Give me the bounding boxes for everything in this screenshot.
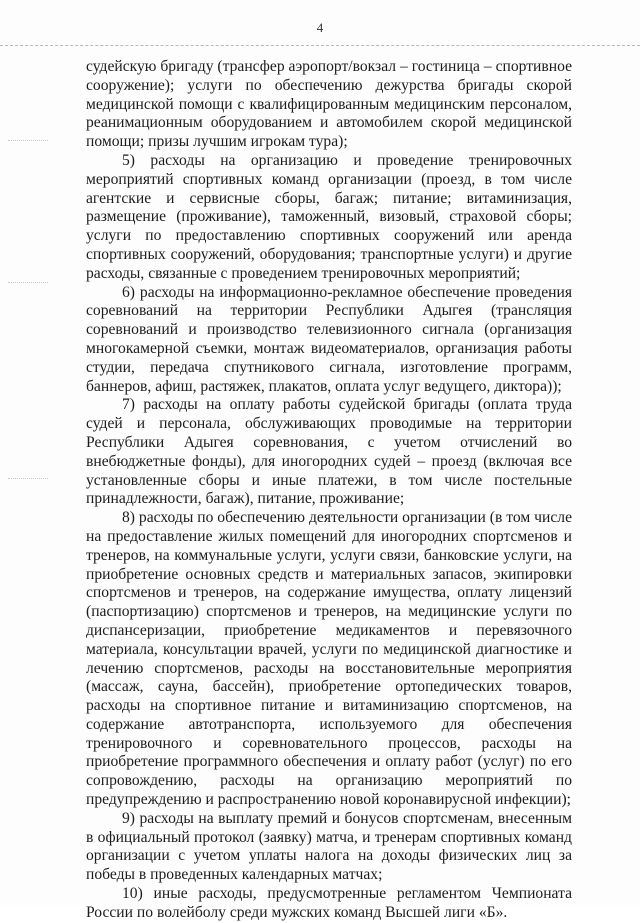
scan-margin-mark (8, 478, 48, 479)
paragraph-item-10: 10) иные расходы, предусмотренные регламентом Чемпионата России по волейболу среди мужских команд Высшей лиги «Б». (86, 885, 572, 921)
paragraph-continuation: судейскую бригаду (трансфер аэропорт/вокзал – гостиница – спортивное сооружение); услуги по обеспечению дежурства бригады скорой медицинской помощи с квалифицированным медицинским персоналом, реанимационным оборудованием и автомобилем скорой медицинской помощи; призы лучшим игрокам тура); (86, 58, 572, 151)
paragraph-item-5: 5) расходы на организацию и проведение тренировочных мероприятий спортивных команд организации (проезд, в том числе агентские и сервисные сборы, багаж; питание; витаминизация, размещение (проживание), таможенный, визовый, страховой сборы; услуги по предоставлению спортивных сооружений или аренда спортивных сооружений, оборудования; транспортные услуги) и другие расходы, связанные с проведением тренировочных мероприятий; (86, 151, 572, 282)
paragraph-item-8: 8) расходы по обеспечению деятельности организации (в том числе на предоставление жилых помещений для иногородних спортсменов и тренеров, на коммунальные услуги, услуги связи, банковские услуги, на приобретение основных средств и материальных запасов, экипировки спортсменов и тренеров, на содержание имущества, оплату лицензий (паспортизацию) спортсменов и тренеров, на медицинские услуги по диспансеризации, приобретение медикаментов и перевязочного материала, консультации врачей, услуги по медицинской диагностике и лечению спортсменов, расходы на восстановительные мероприятия (массаж, сауна, бассейн), приобретение ортопедических товаров, расходы на спортивное питание и витаминизацию спортсменов, на содержание автотранспорта, используемого для обеспечения тренировочного и соревновательного процессов, расходы на приобретение программного обеспечения и оплату работ (услуг) по его сопровождению, расходы на организацию мероприятий по предупреждению и распространению новой коронавирусной инфекции); (86, 509, 572, 809)
scan-margin-mark (8, 140, 48, 141)
paragraph-item-9: 9) расходы на выплату премий и бонусов спортсменам, внесенным в официальный протокол (заявку) матча, и тренерам спортивных команд организации с учетом уплаты налога на доходы физических лиц за победы в проведенных календарных матчах; (86, 809, 572, 884)
page-number: 4 (316, 20, 324, 35)
paragraph-item-6: 6) расходы на информационно-рекламное обеспечение проведения соревнований на территории Республики Адыгея (трансляция соревнований и производство телевизионного сигнала (организация многокамерной съемки, монтаж видеоматериалов, организация работы студии, передача спутникового сигнала, изготовление программ, баннеров, афиш, растяжек, плакатов, оплата услуг ведущего, диктора)); (86, 283, 572, 395)
document-body (86, 58, 572, 923)
paragraph-item-7: 7) расходы на оплату работы судейской бригады (оплата труда судей и персонала, обслуживающих проводимые на территории Республики Адыгея соревнования, с учетом отчислений во внебюджетные фонды), для иногородних судей – проезд (включая все установленные сборы и иные платежи, в том числе постельные принадлежности, багаж), питание, проживание; (86, 396, 572, 508)
scan-margin-mark (8, 282, 48, 283)
scan-edge-line (0, 45, 640, 46)
